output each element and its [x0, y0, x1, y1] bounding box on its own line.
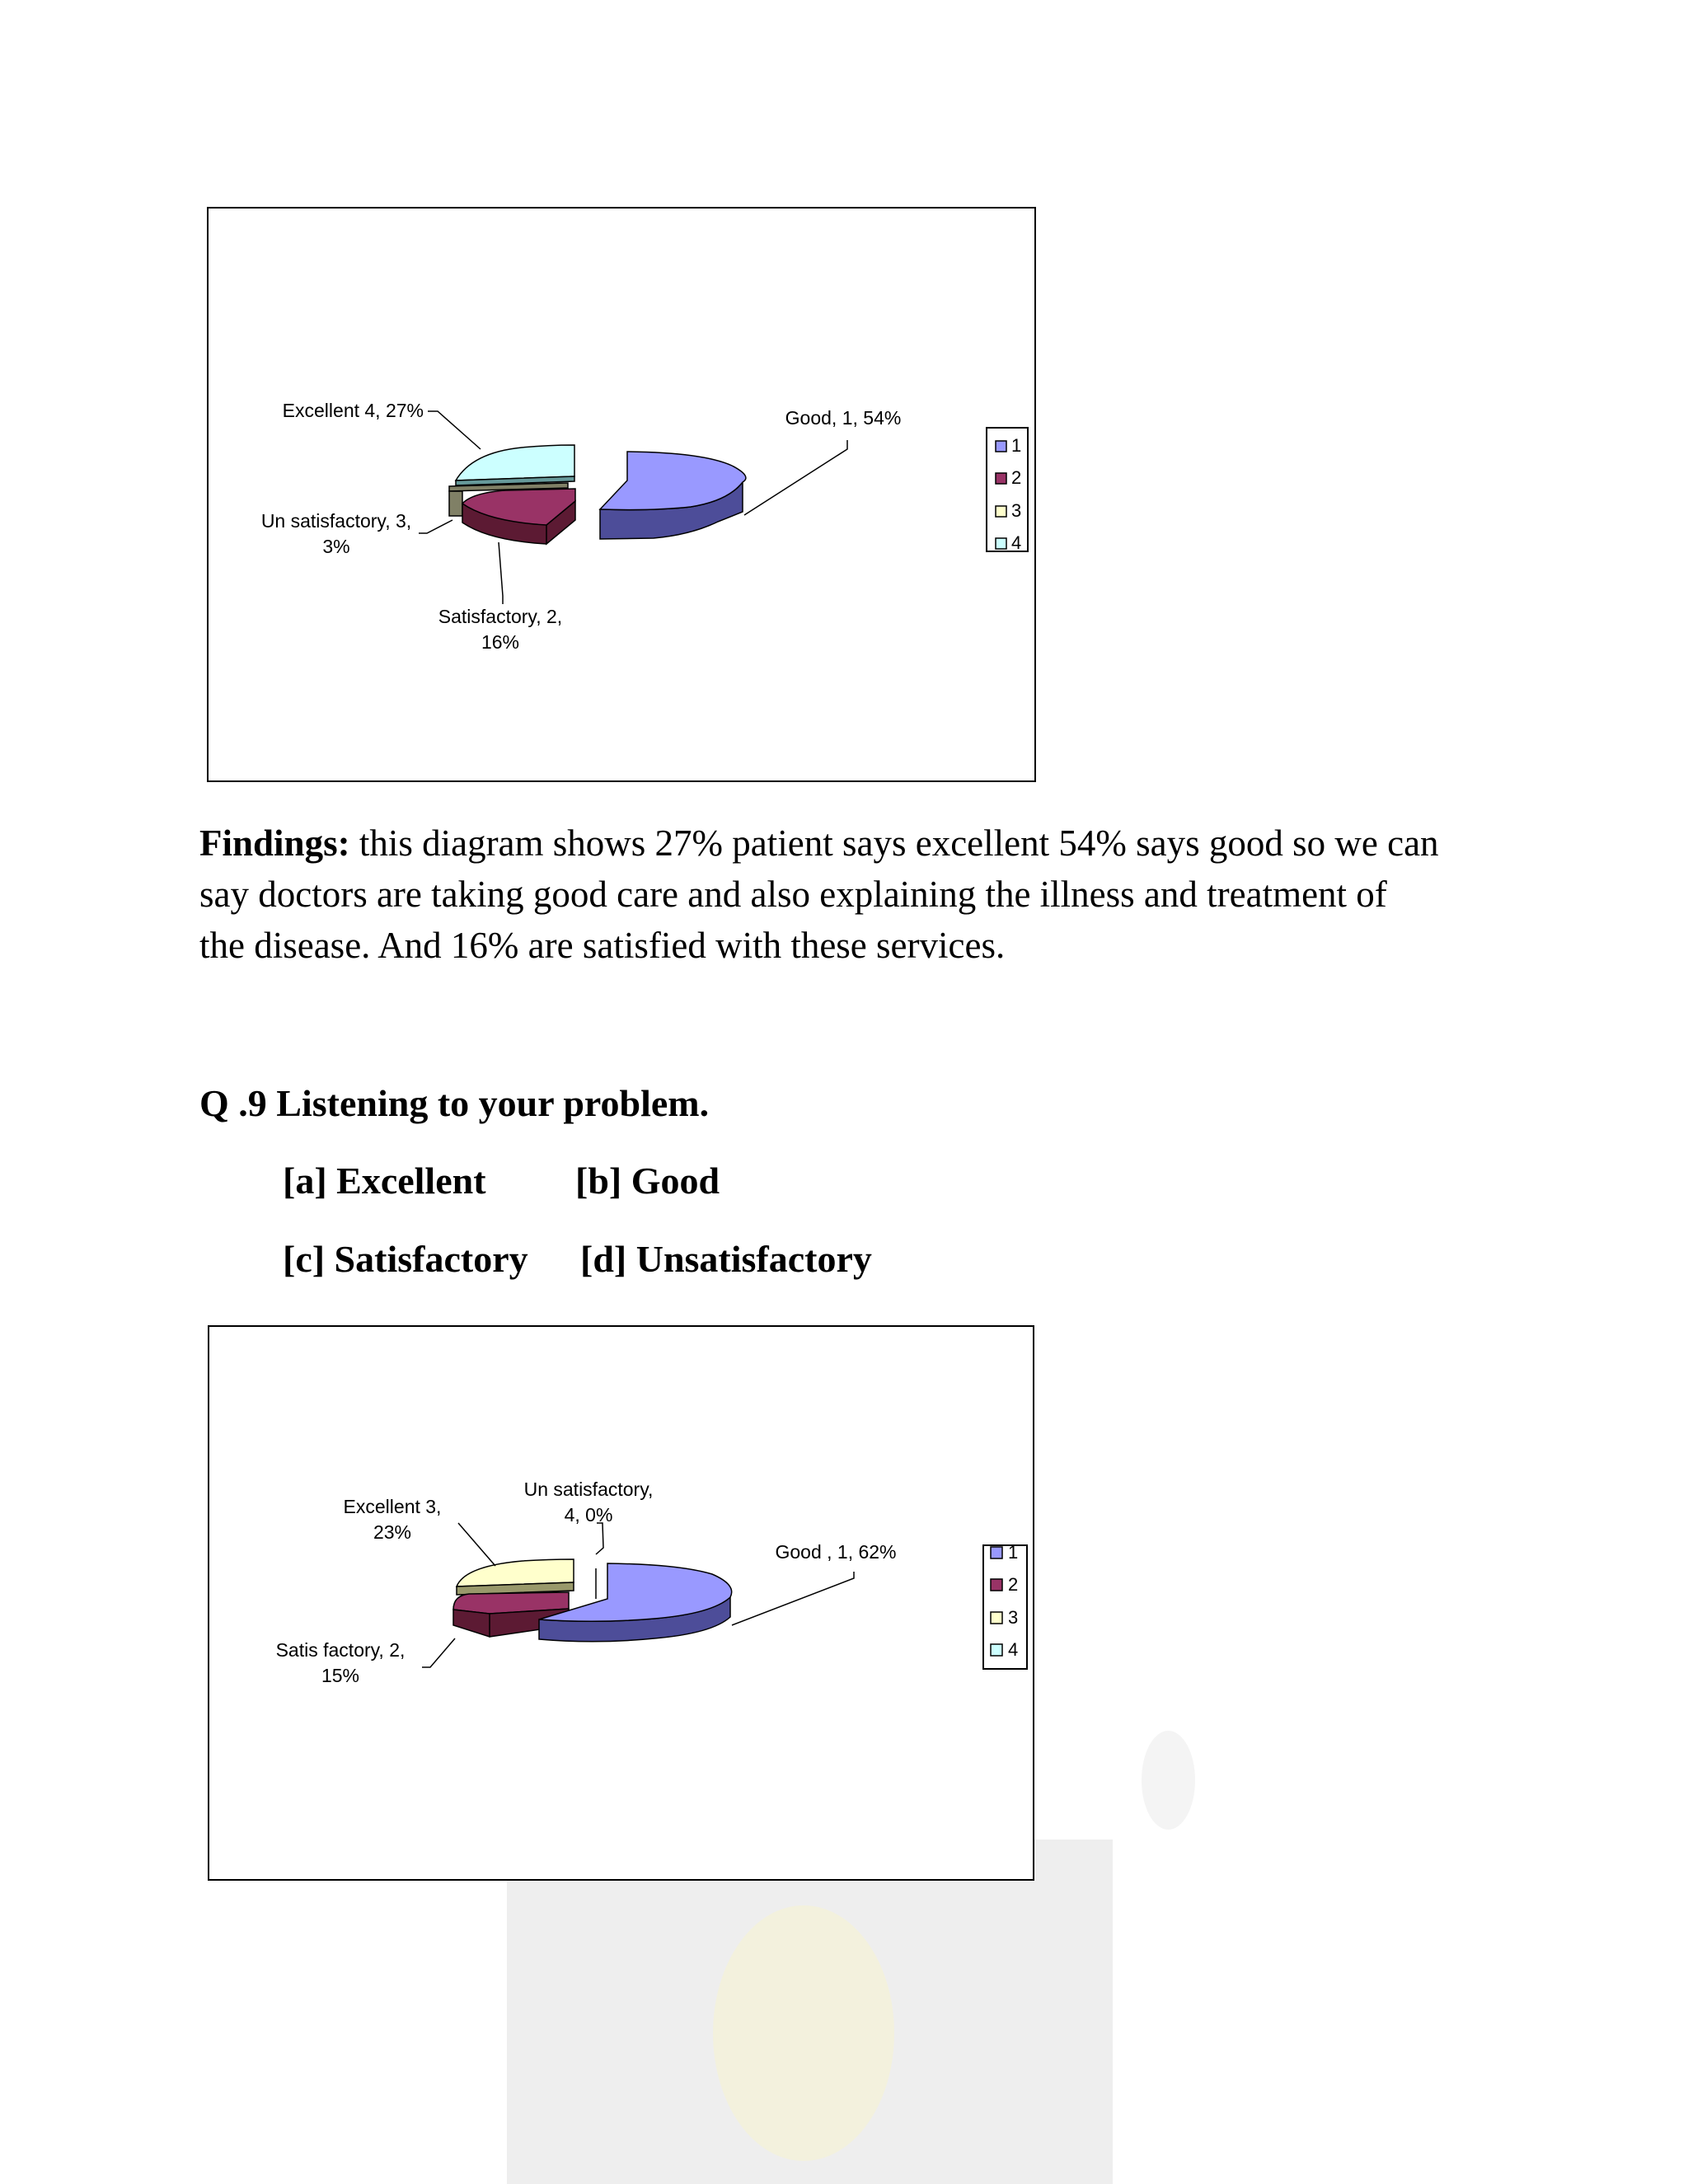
pie1-label-unsat-line2: 3% — [322, 536, 350, 557]
pie2-leader-excellent — [458, 1523, 495, 1566]
pie1-label-excellent: Excellent 4, 27% — [282, 400, 424, 421]
pie1-leader-satisfactory — [499, 542, 503, 604]
findings-label: Findings: — [199, 823, 350, 864]
pie2-label-excellent-line1: Excellent 3, — [343, 1496, 442, 1517]
pie1-slice-group — [449, 445, 746, 544]
findings-line-2: say doctors are taking good care and also explaining the illness and treatment of — [199, 874, 1387, 915]
background-photo — [507, 1840, 1113, 2184]
pie2-label-satisfactory-line2: 15% — [321, 1665, 360, 1686]
pie2-legend — [983, 1542, 1027, 1669]
option-d: [d] Unsatisfactory — [580, 1238, 872, 1280]
pie2-leader-good — [732, 1572, 854, 1625]
findings-line-1 — [199, 818, 1518, 869]
pie-chart-1 — [207, 207, 1036, 782]
pie1-legend-swatch-4 — [996, 538, 1006, 549]
pie1-label-satisfactory-line2: 16% — [481, 631, 520, 653]
findings-paragraph — [199, 818, 1518, 971]
pie2-label-excellent-line2: 23% — [373, 1521, 412, 1543]
pie2-label-good: Good , 1, 62% — [775, 1541, 897, 1563]
pie1-leader-excellent — [428, 411, 481, 449]
pie2-leader-satisfactory — [422, 1638, 455, 1667]
pie2-legend-label-1: 1 — [1008, 1542, 1019, 1563]
pie2-label-unsat-line2: 4, 0% — [564, 1504, 613, 1526]
pie2-legend-swatch-2 — [991, 1579, 1002, 1591]
pie2-legend-label-4: 4 — [1008, 1639, 1019, 1660]
pie-chart-2 — [208, 1325, 1034, 1881]
pie1-legend-label-3: 3 — [1011, 500, 1022, 521]
pie1-label-unsat-line1: Un satisfactory, 3, — [260, 510, 412, 532]
pie1-legend-swatch-3 — [996, 506, 1006, 517]
pie2-legend-box — [983, 1545, 1027, 1669]
pie2-legend-swatch-1 — [991, 1547, 1002, 1558]
pie2-legend-label-3: 3 — [1008, 1607, 1019, 1628]
pie-chart-2-svg — [209, 1327, 1036, 1882]
pie1-label-satisfactory-line1: Satisfactory, 2, — [438, 606, 563, 627]
background-photo-face — [713, 1905, 894, 2161]
option-b: [b] Good — [575, 1160, 720, 1202]
pie2-leader-unsat — [596, 1523, 603, 1554]
option-a: [a] Excellent — [283, 1160, 486, 1202]
pie1-label-good: Good, 1, 54% — [785, 407, 902, 429]
pie1-legend — [987, 428, 1028, 553]
option-c: [c] Satisfactory — [283, 1238, 528, 1280]
pie2-legend-swatch-4 — [991, 1644, 1002, 1656]
pie2-legend-label-2: 2 — [1008, 1574, 1019, 1595]
pie1-slice-excellent — [456, 445, 574, 480]
pie1-legend-label-2: 2 — [1011, 467, 1022, 488]
pie1-legend-swatch-1 — [996, 441, 1006, 452]
background-smudge — [1142, 1731, 1195, 1830]
pie1-slice-unsatisfactory-front — [449, 491, 462, 516]
pie1-leader-good — [744, 440, 847, 515]
pie1-legend-label-4: 4 — [1011, 532, 1022, 553]
pie2-label-satisfactory-line1: Satis factory, 2, — [275, 1639, 406, 1661]
pie-chart-1-svg — [209, 209, 1038, 784]
pie2-label-unsat-line1: Un satisfactory, — [523, 1479, 654, 1500]
pie1-legend-label-1: 1 — [1011, 435, 1022, 456]
pie1-legend-box — [987, 428, 1028, 551]
question-title: Q .9 Listening to your problem. — [199, 1082, 710, 1124]
pie1-leader-unsat — [419, 520, 452, 533]
findings-text-1: this diagram shows 27% patient says excellent 54% says good so we can — [349, 823, 1439, 864]
pie2-slice-group — [453, 1559, 732, 1642]
pie2-legend-swatch-3 — [991, 1612, 1002, 1624]
pie1-legend-swatch-2 — [996, 473, 1006, 484]
findings-line-3: the disease. And 16% are satisfied with these services. — [199, 925, 1006, 966]
